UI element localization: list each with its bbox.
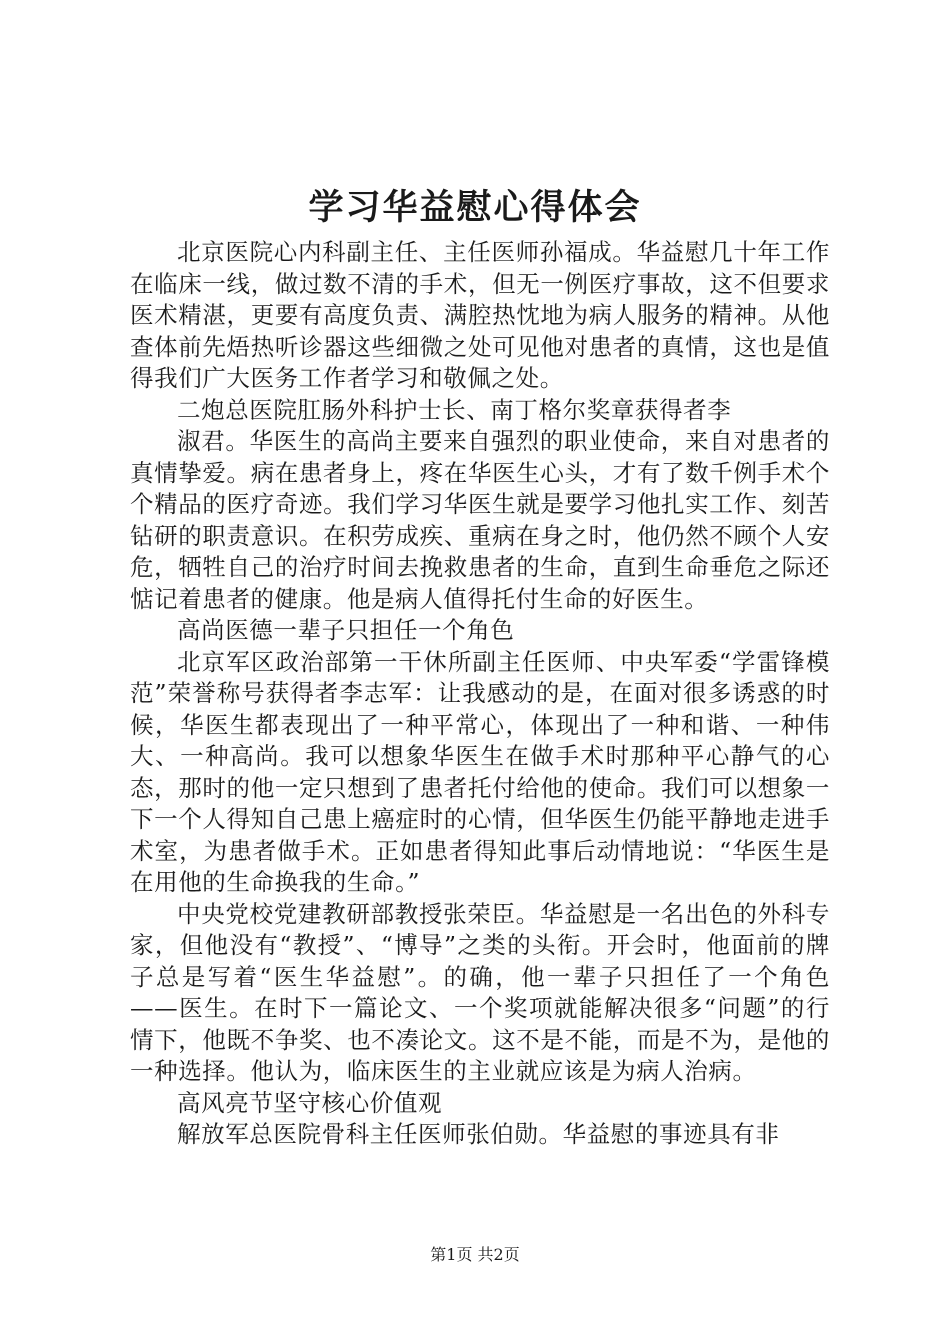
paragraph: 中央党校党建教研部教授张荣臣。华益慰是一名出色的外科专家，但他没有“教授”、“博导”之类的头衔。开会时，他面前的牌子总是写着“医生华益慰”。的确，他一辈子只担任了一个角色——医生。在时下一篇论文、一个奖项就能解决很多“问题”的行情下，他既不争奖、也不凑论文。这不是不能，而是不为，是他的一种选择。他认为，临床医生的主业就应该是为病人治病。	[130, 899, 830, 1085]
paragraph: 二炮总医院肛肠外科护士长、南丁格尔奖章获得者李	[177, 395, 732, 424]
document-body	[130, 237, 830, 1151]
page-footer: 第1页 共2页	[430, 1245, 520, 1264]
paragraph: 北京医院心内科副主任、主任医师孙福成。华益慰几十年工作在临床一线，做过数不清的手术，但无一例医疗事故，这不但要求医术精湛，更要有高度负责、满腔热忱地为病人服务的精神。从他查体前先焐热听诊器这些细微之处可见他对患者的真情，这也是值得我们广大医务工作者学习和敬佩之处。	[130, 238, 830, 392]
section-heading: 高风亮节坚守核心价值观	[177, 1088, 443, 1117]
paragraph: 北京军区政治部第一干休所副主任医师、中央军委“学雷锋模范”荣誉称号获得者李志军：让我感动的是，在面对很多诱惑的时候，华医生都表现出了一种平常心，体现出了一种和谐、一种伟大、一种高尚。我可以想象华医生在做手术时那种平心静气的心态，那时的他一定只想到了患者托付给他的使命。我们可以想象一下一个人得知自己患上癌症时的心情，但华医生仍能平静地走进手术室，为患者做手术。正如患者得知此事后动情地说：“华医生是在用他的生命换我的生命。”	[130, 647, 830, 896]
paragraph: 解放军总医院骨科主任医师张伯勋。华益慰的事迹具有非	[177, 1120, 780, 1148]
document-title: 学习华益慰心得体会	[308, 187, 642, 228]
paragraph: 淑君。华医生的高尚主要来自强烈的职业使命，来自对患者的真情挚爱。病在患者身上，疼在华医生心头，才有了数千例手术个个精品的医疗奇迹。我们学习华医生就是要学习他扎实工作、刻苦钻研的职责意识。在积劳成疾、重病在身之时，他仍然不顾个人安危，牺牲自己的治疗时间去挽救患者的生命，直到生命垂危之际还惦记着患者的健康。他是病人值得托付生命的好医生。	[130, 427, 830, 613]
section-heading: 高尚医德一辈子只担任一个角色	[177, 616, 515, 644]
